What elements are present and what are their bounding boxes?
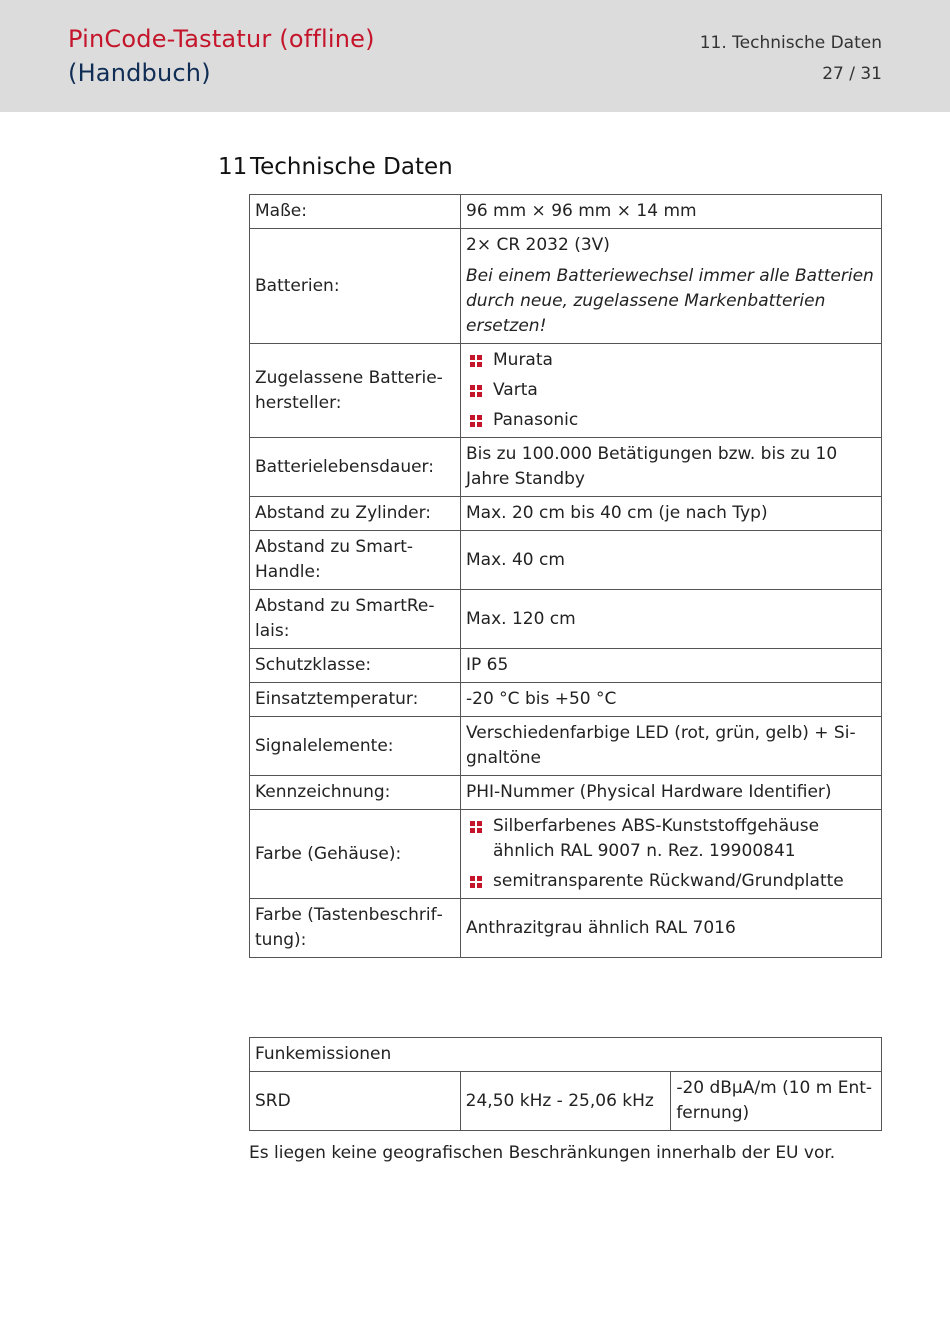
section-number: 11 <box>218 154 248 180</box>
spec-label: Signalelemente: <box>250 717 461 776</box>
list-item-text: Varta <box>493 380 538 400</box>
spec-label: Maße: <box>250 195 461 229</box>
table-row <box>250 344 882 438</box>
manufacturer-list <box>466 348 876 433</box>
spec-label: Zugelassene Batteriehersteller: <box>250 344 461 438</box>
list-item-text: Panasonic <box>493 410 579 430</box>
spec-value: 96 mm × 96 mm × 14 mm <box>461 195 882 229</box>
spec-value: PHI-Nummer (Physical Hardware Identifier) <box>461 776 882 810</box>
page-header <box>0 0 950 112</box>
spec-label: Batterien: <box>250 229 461 344</box>
spec-value-cell <box>461 229 882 344</box>
spec-label: Einsatztemperatur: <box>250 683 461 717</box>
table-row <box>250 649 882 683</box>
red-square-bullet-icon <box>470 355 482 367</box>
table-row <box>250 590 882 649</box>
spec-label: Schutzklasse: <box>250 649 461 683</box>
table-row <box>250 531 882 590</box>
table-row <box>250 717 882 776</box>
list-item <box>466 408 876 433</box>
table-row <box>250 899 882 958</box>
spec-value: 2× CR 2032 (3V) <box>466 235 610 255</box>
battery-warning-note: Bei einem Batteriewechsel immer alle Batterien durch neue, zugelassene Markenbatterien ersetzen! <box>466 266 874 336</box>
spec-label: Abstand zu SmartHandle: <box>250 531 461 590</box>
spec-value-cell <box>461 810 882 899</box>
table-row <box>250 683 882 717</box>
list-item <box>466 378 876 403</box>
chapter-info <box>700 28 882 90</box>
section-title: Technische Daten <box>250 154 453 180</box>
spec-value: Max. 40 cm <box>461 531 882 590</box>
document-title-line2: (Handbuch) <box>68 59 211 87</box>
spec-label: Abstand zu SmartRelais: <box>250 590 461 649</box>
section-heading <box>218 154 453 180</box>
list-item-text: semitransparente Rückwand/Grundplatte <box>493 871 844 891</box>
red-square-bullet-icon <box>470 415 482 427</box>
page-number: 27 / 31 <box>822 64 882 84</box>
radio-frequency: 24,50 kHz - 25,06 kHz <box>460 1072 671 1131</box>
list-item <box>466 869 876 894</box>
list-item-text: Murata <box>493 350 553 370</box>
list-item <box>466 814 876 864</box>
red-square-bullet-icon <box>470 821 482 833</box>
spec-table <box>249 194 882 958</box>
spec-value: Max. 120 cm <box>461 590 882 649</box>
table-row <box>250 229 882 344</box>
spec-value: Max. 20 cm bis 40 cm (je nach Typ) <box>461 497 882 531</box>
footnote: Es liegen keine geografischen Beschränkungen innerhalb der EU vor. <box>249 1143 836 1163</box>
red-square-bullet-icon <box>470 385 482 397</box>
chapter-name: 11. Technische Daten <box>699 33 882 53</box>
spec-label: Farbe (Tastenbeschriftung): <box>250 899 461 958</box>
spec-label: Farbe (Gehäuse): <box>250 810 461 899</box>
radio-type: SRD <box>250 1072 461 1131</box>
spec-label: Abstand zu Zylinder: <box>250 497 461 531</box>
radio-field-strength: -20 dBμA/m (10 m Entfernung) <box>671 1072 882 1131</box>
document-title-line1: PinCode-Tastatur (offline) <box>68 25 375 53</box>
spec-value: Anthrazitgrau ähnlich RAL 7016 <box>461 899 882 958</box>
table-row <box>250 195 882 229</box>
spec-value: -20 °C bis +50 °C <box>461 683 882 717</box>
radio-table-heading: Funkemissionen <box>250 1038 882 1072</box>
housing-color-list <box>466 814 876 894</box>
table-row <box>250 497 882 531</box>
spec-value: Bis zu 100.000 Betätigungen bzw. bis zu 10 Jahre Standby <box>461 438 882 497</box>
list-item-text: Silberfarbenes ABS-Kunststoffgehäuse ähnlich RAL 9007 n. Rez. 19900841 <box>493 816 820 861</box>
table-header-row <box>250 1038 882 1072</box>
spec-value-cell <box>461 344 882 438</box>
table-row <box>250 810 882 899</box>
document-title <box>68 22 375 90</box>
table-row <box>250 438 882 497</box>
red-square-bullet-icon <box>470 876 482 888</box>
spec-value: IP 65 <box>461 649 882 683</box>
spec-label: Batterielebensdauer: <box>250 438 461 497</box>
spec-label: Kennzeichnung: <box>250 776 461 810</box>
table-row <box>250 1072 882 1131</box>
radio-emissions-table <box>249 1037 882 1131</box>
table-row <box>250 776 882 810</box>
spec-value: Verschiedenfarbige LED (rot, grün, gelb) + Signaltöne <box>461 717 882 776</box>
list-item <box>466 348 876 373</box>
